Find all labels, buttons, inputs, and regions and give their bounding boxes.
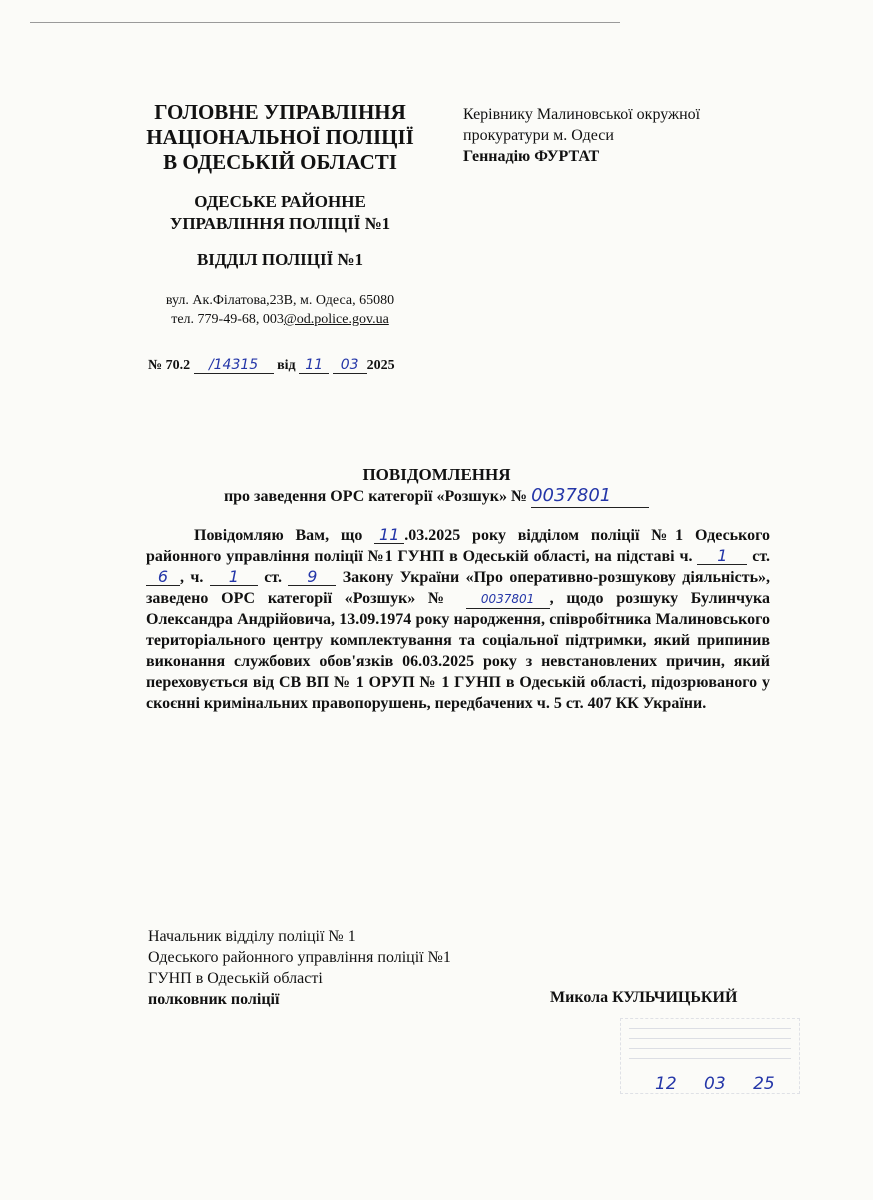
title-main: ПОВІДОМЛЕННЯ: [362, 465, 511, 484]
phone-line: [120, 310, 440, 329]
body-ors-number: 0037801: [466, 591, 550, 609]
stamp-date: [655, 1074, 797, 1094]
signer-rank: полковник поліції: [148, 991, 280, 1008]
body-text-5: ст.: [264, 569, 282, 586]
signer-block: [148, 926, 451, 1010]
letterhead: [120, 100, 440, 329]
body-day: 11: [374, 526, 404, 544]
body-text-4: , ч.: [180, 569, 204, 586]
stamp-month: 03: [704, 1074, 726, 1094]
letterhead-line-2: НАЦІОНАЛЬНОЇ ПОЛІЦІЇ: [146, 125, 414, 149]
body-text-6: Закону України «Про оперативно-розшукову діяльність», заведено ОРС категорії «Розшук» №: [146, 569, 771, 607]
title-sub-text: про заведення ОРС категорії «Розшук» №: [223, 488, 528, 505]
signer-position-2: Одеського районного управління поліції №1: [148, 949, 451, 966]
phone: тел. 779-49-68, 003: [171, 312, 284, 327]
document-title: [0, 464, 873, 508]
letterhead-line-1: ГОЛОВНЕ УПРАВЛІННЯ: [154, 100, 406, 124]
stamp-line: [629, 1028, 791, 1029]
stamp-day: 12: [655, 1074, 677, 1094]
addressee: [463, 104, 700, 167]
title-sub: [0, 485, 873, 508]
stamp-line: [629, 1058, 791, 1059]
stamp-line: [629, 1038, 791, 1039]
body-part-2: 1: [210, 568, 258, 586]
body-article-2: 9: [288, 568, 336, 586]
stamp-line: [629, 1048, 791, 1049]
address: вул. Ак.Філатова,23В, м. Одеса, 65080: [165, 293, 395, 308]
district-department: [120, 191, 440, 235]
addressee-name: Геннадію ФУРТАТ: [463, 148, 600, 165]
registration-day: 11: [299, 357, 329, 374]
signer-name: Микола КУЛЬЧИЦЬКИЙ: [550, 989, 738, 1006]
body-text-7: , щодо розшуку Булинчука Олександра Андрійовича, 13.09.1974 року народження, співробітника Малиновського територіального центру комплектування та соціальної підтримки, який припинив виконання службових обов'язків 06.03.2025 року з невстановлених причин, який переховується від СВ ВП № 1 ОРУП № 1 ГУНП в Одеській області, підозрюваного у скоєнні кримінальних правопорушень, передбачених ч. 5 ст. 407 КК України.: [146, 590, 771, 712]
district-line-1: ОДЕСЬКЕ РАЙОННЕ: [194, 192, 366, 211]
addressee-line-1: Керівнику Малиновської окружної: [463, 106, 701, 123]
registration-prefix: № 70.2: [148, 358, 191, 373]
registration-from: від: [277, 358, 296, 373]
signer-position-1: Начальник відділу поліції № 1: [148, 928, 356, 945]
stamp-year: 25: [753, 1074, 775, 1094]
ors-number-handwritten: 0037801: [531, 485, 649, 508]
letterhead-line-3: В ОДЕСЬКІЙ ОБЛАСТІ: [163, 150, 397, 174]
body-text-3: ст.: [752, 548, 770, 565]
police-department: ВІДДІЛ ПОЛІЦІЇ №1: [196, 250, 364, 269]
district-line-2: УПРАВЛІННЯ ПОЛІЦІЇ №1: [169, 214, 391, 233]
body-text-2: .03.2025 року відділом поліції №1 Одеського районного управління поліції №1 ГУНП в Одеській області, на підставі ч.: [146, 527, 771, 565]
body-part-1: 1: [697, 547, 747, 565]
registration-month: 03: [333, 357, 367, 374]
top-rule: [30, 22, 620, 23]
signer-position-3: ГУНП в Одеській області: [148, 970, 323, 987]
addressee-line-2: прокуратури м. Одеси: [463, 127, 614, 144]
registration-number: /14315: [194, 357, 274, 374]
contact-block: [120, 291, 440, 329]
email-link[interactable]: @od.police.gov.ua: [283, 312, 389, 327]
registration-line: [148, 357, 395, 374]
notification-body: [146, 525, 770, 714]
body-paragraph: [146, 525, 770, 714]
body-article-1: 6: [146, 568, 180, 586]
body-text-1: Повідомляю Вам, що: [194, 527, 363, 544]
registration-year: 2025: [366, 358, 395, 373]
